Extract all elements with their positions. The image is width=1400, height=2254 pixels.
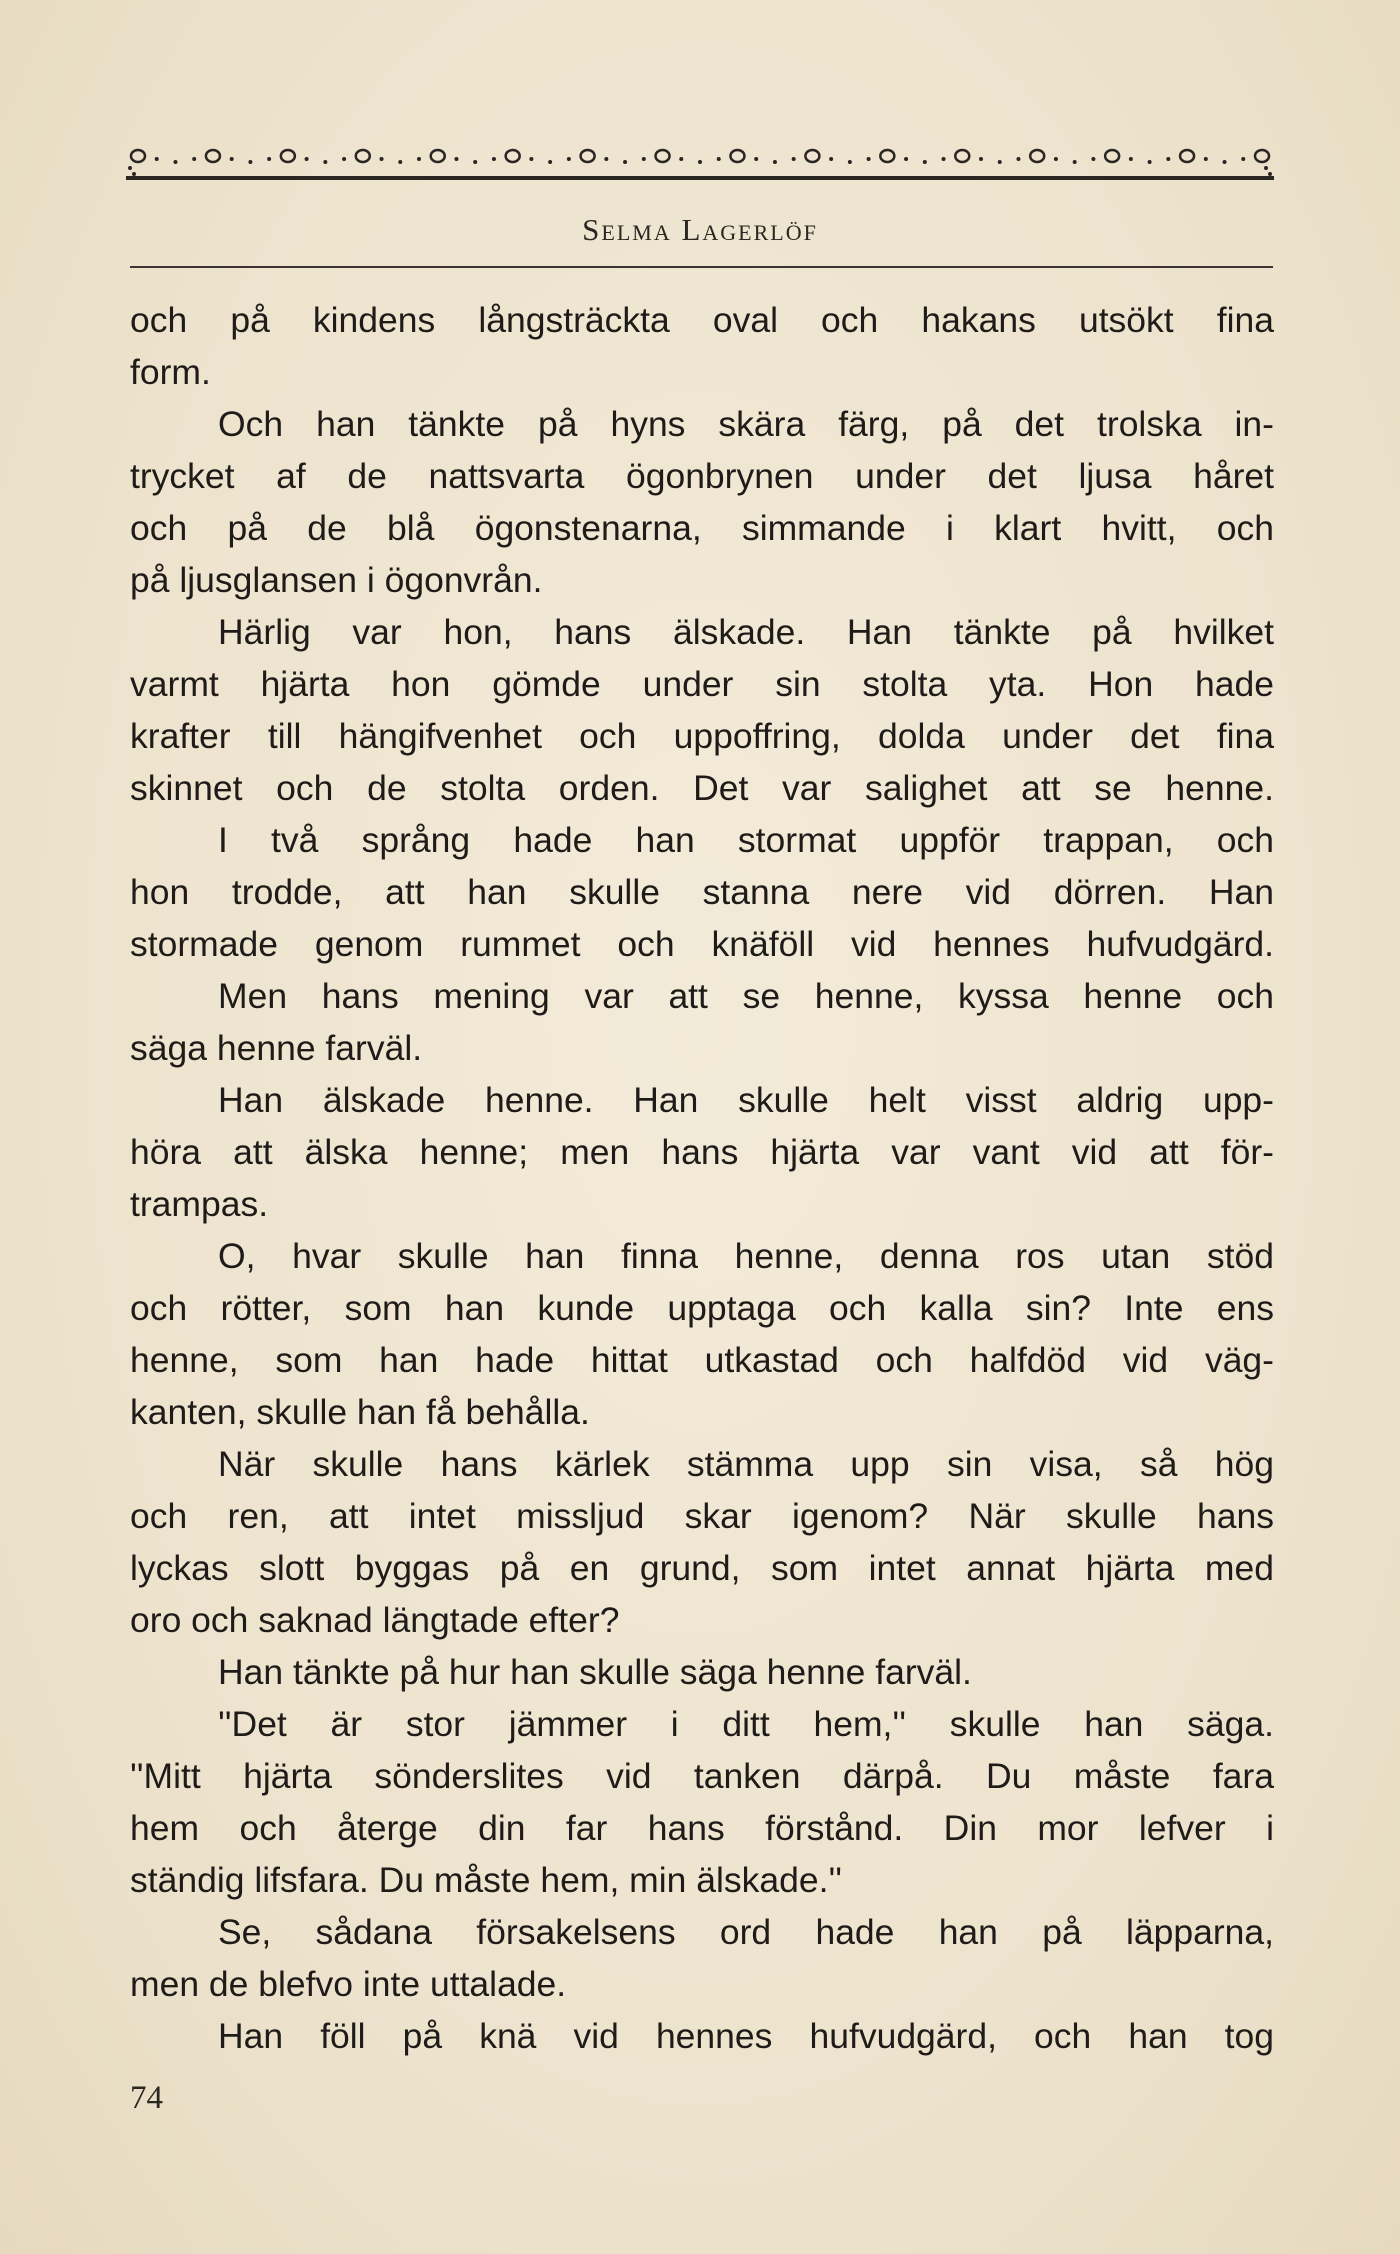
- text-line: och ren, att intet missljud skar igenom? När skulle hans: [130, 1496, 1274, 1536]
- text-line: säga henne farväl.: [130, 1028, 423, 1068]
- text-line: Men hans mening var att se henne, kyssa henne och: [218, 976, 1274, 1016]
- page-number: 74: [130, 2080, 163, 2116]
- text-line: henne, som han hade hittat utkastad och halfdöd vid väg-: [130, 1340, 1274, 1380]
- text-line: hem och återge din far hans förstånd. Din mor lefver i: [130, 1808, 1274, 1848]
- text-line: Se, sådana försakelsens ord hade han på läpparna,: [218, 1912, 1274, 1952]
- text-line: stormade genom rummet och knäföll vid hennes hufvudgärd.: [130, 924, 1274, 964]
- running-head: Selma Lagerlöf: [582, 212, 818, 247]
- text-line: Han älskade henne. Han skulle helt visst aldrig upp-: [218, 1080, 1274, 1120]
- text-line: Härlig var hon, hans älskade. Han tänkte på hvilket: [218, 612, 1274, 652]
- text-line: ''Mitt hjärta sönderslites vid tanken därpå. Du måste fara: [130, 1756, 1274, 1796]
- text-line: trampas.: [130, 1184, 269, 1224]
- text-line: och rötter, som han kunde upptaga och kalla sin? Inte ens: [130, 1288, 1274, 1328]
- text-line: Han tänkte på hur han skulle säga henne farväl.: [218, 1652, 972, 1692]
- body-text: [130, 294, 1274, 2062]
- text-line: ständig lifsfara. Du måste hem, min älskade.'': [130, 1860, 843, 1900]
- header-rule: [130, 266, 1273, 268]
- text-line: O, hvar skulle han finna henne, denna ros utan stöd: [218, 1236, 1274, 1276]
- text-line: Han föll på knä vid hennes hufvudgärd, och han tog: [218, 2016, 1274, 2056]
- chain-ornament-icon: [126, 140, 1274, 190]
- text-line: varmt hjärta hon gömde under sin stolta yta. Hon hade: [130, 664, 1274, 704]
- text-line: och på kindens långsträckta oval och hakans utsökt fina: [130, 300, 1274, 340]
- text-line: När skulle hans kärlek stämma upp sin visa, så hög: [218, 1444, 1274, 1484]
- text-line: hon trodde, att han skulle stanna nere vid dörren. Han: [130, 872, 1274, 912]
- text-line: trycket af de nattsvarta ögonbrynen under det ljusa håret: [130, 456, 1274, 496]
- text-line: Och han tänkte på hyns skära färg, på det trolska in-: [218, 404, 1274, 444]
- text-line: och på de blå ögonstenarna, simmande i klart hvitt, och: [130, 508, 1274, 548]
- text-line: skinnet och de stolta orden. Det var salighet att se henne.: [130, 768, 1274, 808]
- text-line: ''Det är stor jämmer i ditt hem,'' skulle han säga.: [218, 1704, 1274, 1744]
- text-line: kanten, skulle han få behålla.: [130, 1392, 590, 1432]
- text-line: form.: [130, 352, 211, 392]
- text-line: höra att älska henne; men hans hjärta var vant vid att för-: [130, 1132, 1274, 1172]
- text-line: men de blefvo inte uttalade.: [130, 1964, 567, 2004]
- text-line: krafter till hängifvenhet och uppoffring, dolda under det fina: [130, 716, 1274, 756]
- text-line: oro och saknad längtade efter?: [130, 1600, 620, 1640]
- text-line: I två språng hade han stormat uppför trappan, och: [218, 820, 1274, 860]
- text-line: lyckas slott byggas på en grund, som intet annat hjärta med: [130, 1548, 1274, 1588]
- text-line: på ljusglansen i ögonvrån.: [130, 560, 543, 600]
